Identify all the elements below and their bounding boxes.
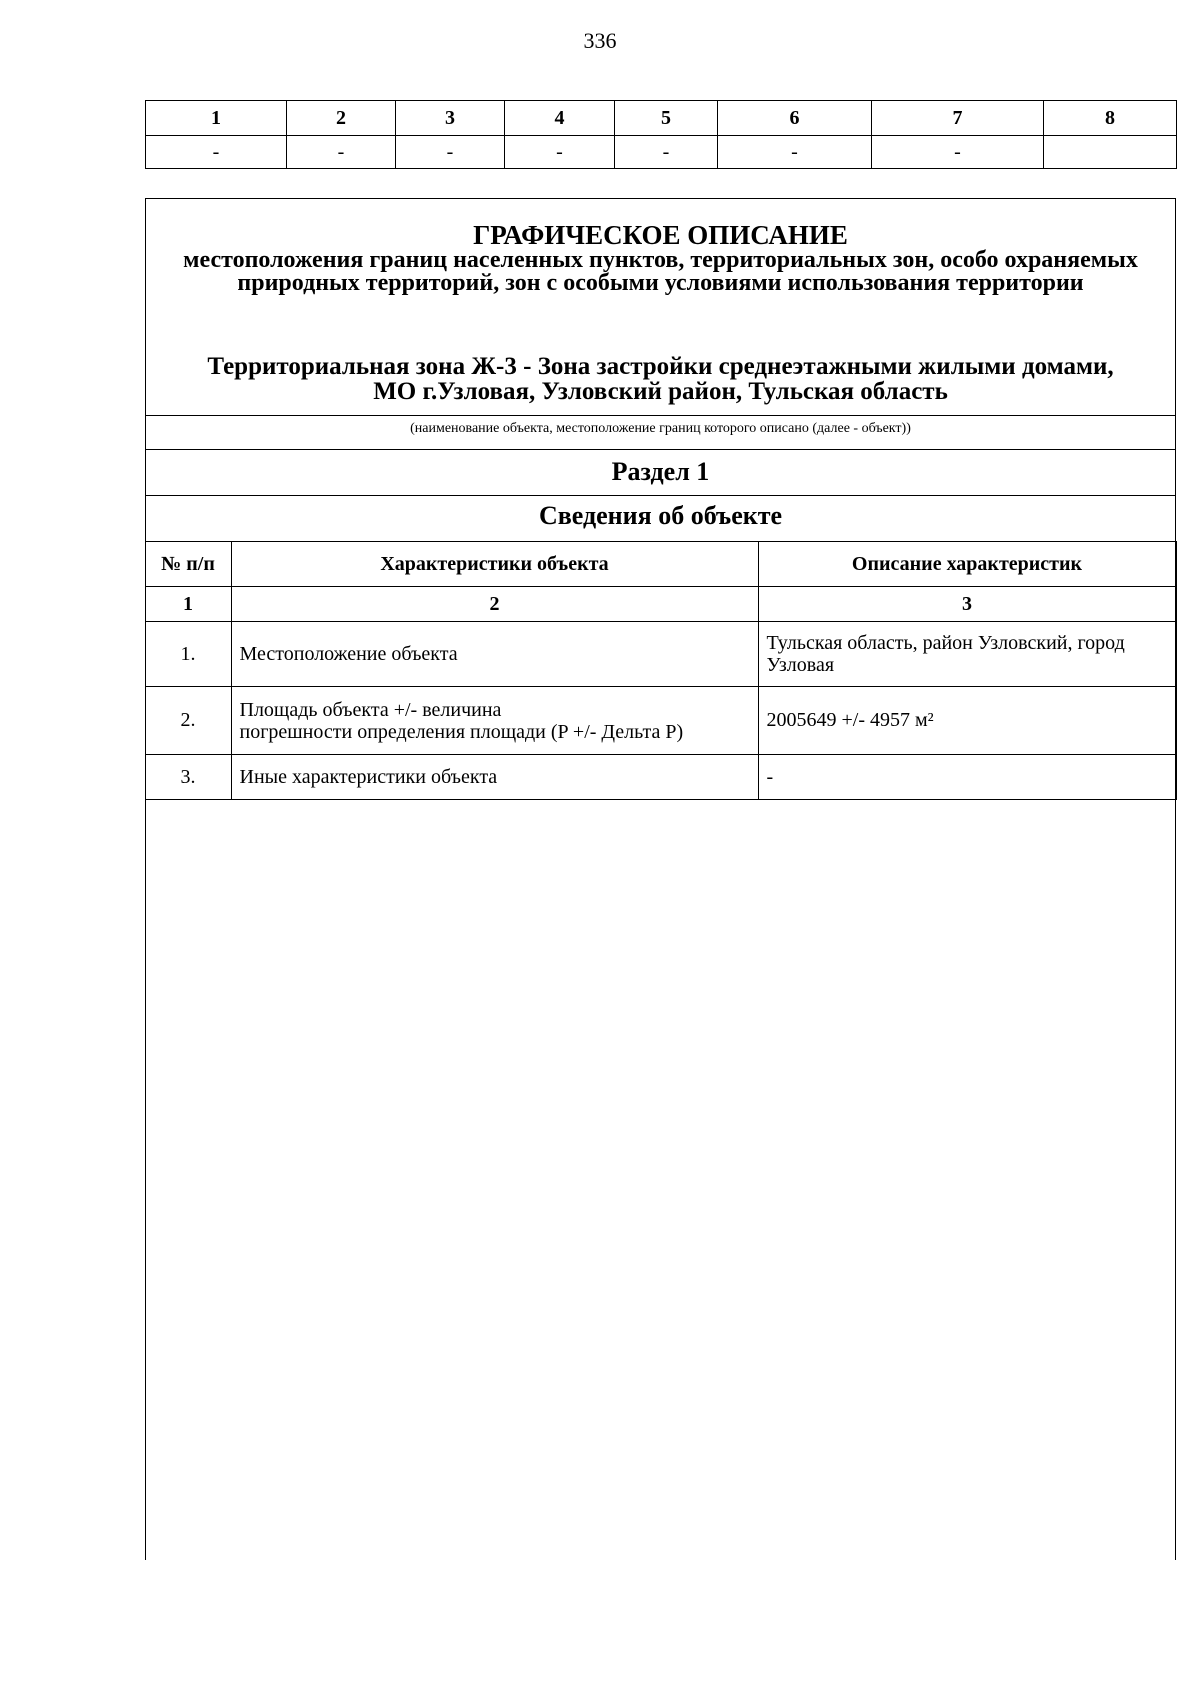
- characteristic-value: 2005649 +/- 4957 м²: [758, 687, 1176, 755]
- table-row: [146, 136, 1177, 169]
- column-header: 1: [146, 101, 287, 136]
- column-header: 6: [718, 101, 872, 136]
- column-number-row: [145, 587, 1176, 622]
- table-cell: [1044, 136, 1177, 169]
- document-title: ГРАФИЧЕСКОЕ ОПИСАНИЕ: [473, 220, 848, 250]
- column-number: 3: [758, 587, 1176, 622]
- characteristic-name-line: погрешности определения площади (P +/- Дельта P): [239, 720, 684, 743]
- table-cell: -: [872, 136, 1044, 169]
- continuation-table: [145, 100, 1177, 169]
- table-row: [145, 687, 1176, 755]
- characteristic-name: Иные характеристики объекта: [231, 755, 758, 800]
- row-number: 2.: [145, 687, 231, 755]
- row-number: 1.: [145, 622, 231, 687]
- document-frame: [145, 198, 1176, 1560]
- row-number: 3.: [145, 755, 231, 800]
- object-info-table: [145, 541, 1177, 800]
- divider: [146, 415, 1175, 416]
- table-row: [145, 622, 1176, 687]
- column-header: 5: [615, 101, 718, 136]
- characteristic-value: Тульская область, район Узловский, город Узловая: [758, 622, 1176, 687]
- table-header-row: [145, 542, 1176, 587]
- characteristic-value: -: [758, 755, 1176, 800]
- column-number: 2: [231, 587, 758, 622]
- column-header: 3: [396, 101, 505, 136]
- document-subtitle: местоположения границ населенных пунктов, территориальных зон, особо охраняемых природных территорий, зон с особыми условиями использования территории: [183, 247, 1138, 296]
- table-cell: -: [505, 136, 615, 169]
- characteristic-name-line: Площадь объекта +/- величина: [239, 698, 502, 721]
- column-header: Описание характеристик: [758, 542, 1176, 587]
- section-number: Раздел 1: [611, 457, 710, 486]
- object-caption: (наименование объекта, местоположение границ которого описано (далее - объект)): [410, 421, 911, 436]
- object-name: Территориальная зона Ж-3 - Зона застройки среднеэтажными жилыми домами, МО г.Узловая, Узловский район, Тульская область: [207, 353, 1114, 405]
- table-cell: -: [718, 136, 872, 169]
- table-header-row: [146, 101, 1177, 136]
- column-header: 8: [1044, 101, 1177, 136]
- table-cell: -: [396, 136, 505, 169]
- column-header: 4: [505, 101, 615, 136]
- table-cell: -: [615, 136, 718, 169]
- title-block: [146, 199, 1175, 415]
- characteristic-name: Местоположение объекта: [231, 622, 758, 687]
- table-cell: -: [287, 136, 396, 169]
- column-header: 7: [872, 101, 1044, 136]
- column-header: Характеристики объекта: [231, 542, 758, 587]
- section-title: Сведения об объекте: [538, 501, 783, 530]
- column-header: № п/п: [145, 542, 231, 587]
- characteristic-name: [231, 687, 758, 755]
- table-cell: -: [146, 136, 287, 169]
- column-number: 1: [145, 587, 231, 622]
- column-header: 2: [287, 101, 396, 136]
- table-row: [145, 755, 1176, 800]
- page-number: 336: [583, 28, 617, 53]
- divider: [146, 449, 1175, 450]
- divider: [146, 495, 1175, 496]
